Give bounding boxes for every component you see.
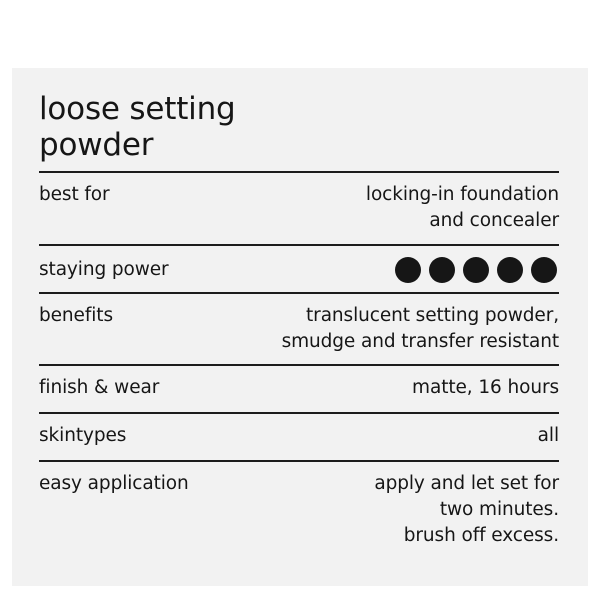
rating-dot-icon [531,257,557,283]
skintypes-value: all [537,425,559,446]
rating-dot-icon [497,257,523,283]
rating-dot-icon [395,257,421,283]
best-for-value: locking-in foundation and concealer [365,184,559,231]
rating-dot-icon [463,257,489,283]
product-title: loose setting powder [39,91,236,163]
staying-power-rating [395,257,557,283]
skintypes-label: skintypes [39,425,127,446]
product-info-content [39,91,559,549]
row-staying-power [39,246,559,292]
rating-dot-icon [429,257,455,283]
benefits-label: benefits [39,305,113,326]
easy-application-value: apply and let set for two minutes. brush off excess. [374,473,559,546]
staying-power-label: staying power [39,259,169,280]
row-skintypes [39,414,559,460]
best-for-label: best for [39,184,110,205]
row-easy-application [39,462,559,549]
row-finish-wear [39,366,559,412]
finish-wear-label: finish & wear [39,377,160,398]
benefits-value: translucent setting powder, smudge and transfer resistant [281,305,559,352]
product-info-card [12,68,588,586]
easy-application-label: easy application [39,473,189,494]
finish-wear-value: matte, 16 hours [412,377,559,398]
row-benefits [39,294,559,364]
row-best-for [39,173,559,244]
